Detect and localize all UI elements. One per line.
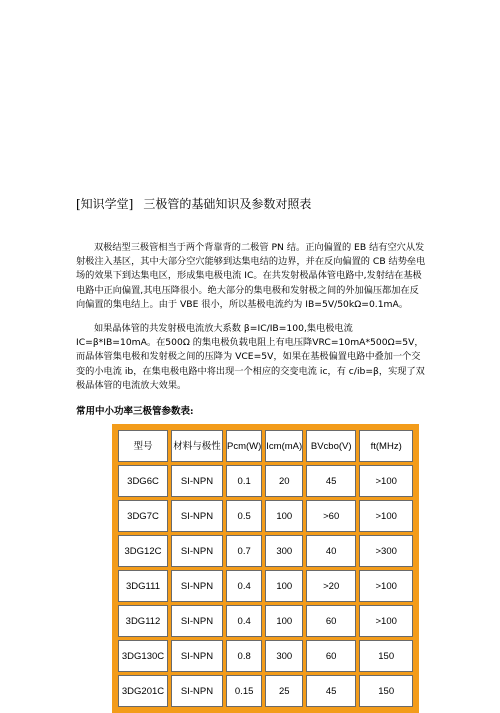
header-model: 型号 [118,430,168,462]
cell-ft: >100 [359,500,413,532]
table-row [118,605,413,637]
cell-icm: 100 [265,570,303,602]
table-frame [112,424,419,713]
cell-model: 3DG112 [118,605,168,637]
cell-bvcbo: 40 [306,535,356,567]
cell-pcm: 0.4 [226,605,262,637]
title-text: 三极管的基础知识及参数对照表 [143,197,312,211]
transistor-parameter-table [115,427,416,710]
cell-icm: 300 [265,535,303,567]
header-ft: ft(MHz) [359,430,413,462]
cell-icm: 300 [265,640,303,672]
cell-ft: >100 [359,570,413,602]
cell-model: 3DG130C [118,640,168,672]
cell-model: 3DG6C [118,465,168,497]
cell-material: SI-NPN [171,640,223,672]
paragraph-1 [76,241,426,312]
cell-ft: >300 [359,535,413,567]
header-pcm: Pcm(W) [226,430,262,462]
cell-icm: 100 [265,500,303,532]
table-row [118,535,413,567]
table-body [118,465,413,707]
cell-material: SI-NPN [171,465,223,497]
cell-pcm: 0.4 [226,570,262,602]
cell-icm: 100 [265,605,303,637]
cell-bvcbo: 60 [306,640,356,672]
cell-ft: >100 [359,465,413,497]
cell-ft: 150 [359,640,413,672]
header-bvcbo: BVcbo(V) [306,430,356,462]
header-material: 材料与极性 [171,430,223,462]
cell-material: SI-NPN [171,570,223,602]
paragraph-text: 如果晶体管的共发射极电流放大系数 β=IC/IB=100,集电极电流IC=β*IB=10mA。在500Ω 的集电极负载电阻上有电压降VRC=10mA*500Ω=5V，而晶体管集电极和发射极之间的压降为 VCE=5V，如果在基极偏置电路中叠加一个交变的小电流 ib，在集电极电路中将出现一个相应的交变电流 ic，有 c/ib=β，实现了双极晶体管的电流放大效果。 [76,323,425,391]
cell-bvcbo: 60 [306,605,356,637]
table-row [118,675,413,707]
cell-pcm: 0.15 [226,675,262,707]
paragraph-2 [76,322,426,393]
table-row [118,465,413,497]
cell-pcm: 0.7 [226,535,262,567]
cell-icm: 20 [265,465,303,497]
table-header-row [118,430,413,462]
cell-bvcbo: >60 [306,500,356,532]
cell-pcm: 0.8 [226,640,262,672]
paragraph-text: 双极结型三极管相当于两个背靠背的二极管 PN 结。正向偏置的 EB 结有空穴从发射极注入基区，其中大部分空穴能够到达集电结的边界，并在反向偏置的 CB 结势垒电场的效果下到达集电区，形成集电极电流 IC。在共发射极晶体管电路中,发射结在基极电路中正向偏置,其电压降很小。绝大部分的集电极和发射极之间的外加偏压都加在反向偏置的集电结上。由于 VBE 很小，所以基极电流约为 IB=5V/50kΩ=0.1mA。 [76,242,426,310]
title-tag: [知识学堂] [76,197,134,211]
cell-ft: 150 [359,675,413,707]
cell-ft: >100 [359,605,413,637]
table-heading: 常用中小功率三极管参数表: [76,406,194,417]
cell-material: SI-NPN [171,675,223,707]
cell-bvcbo: 45 [306,675,356,707]
header-icm: Icm(mA) [265,430,303,462]
cell-bvcbo: 45 [306,465,356,497]
table-row [118,640,413,672]
cell-icm: 25 [265,675,303,707]
table-row [118,570,413,602]
cell-material: SI-NPN [171,605,223,637]
cell-material: SI-NPN [171,500,223,532]
cell-pcm: 0.5 [226,500,262,532]
article-title [76,196,311,212]
cell-pcm: 0.1 [226,465,262,497]
cell-model: 3DG201C [118,675,168,707]
cell-model: 3DG111 [118,570,168,602]
cell-material: SI-NPN [171,535,223,567]
cell-model: 3DG7C [118,500,168,532]
cell-bvcbo: >20 [306,570,356,602]
cell-model: 3DG12C [118,535,168,567]
table-row [118,500,413,532]
